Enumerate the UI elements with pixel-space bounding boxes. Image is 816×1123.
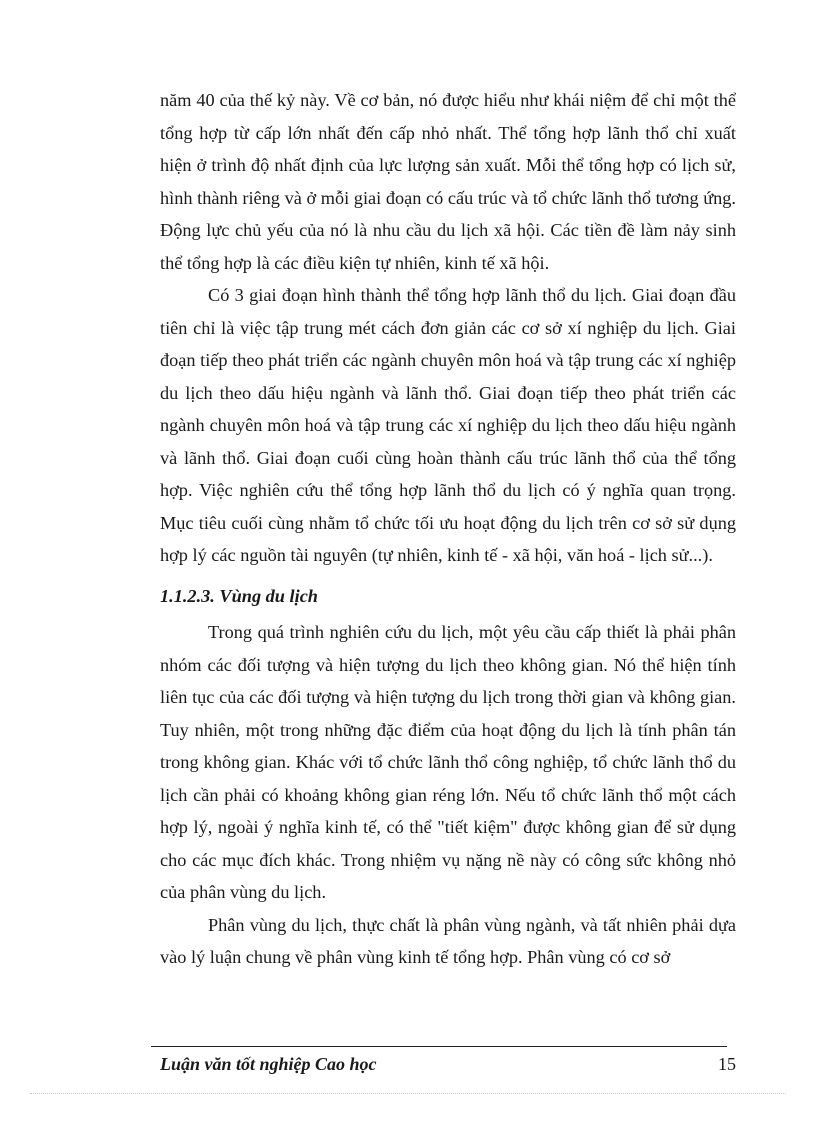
paragraph-research: Trong quá trình nghiên cứu du lịch, một yêu cầu cấp thiết là phải phân nhóm các đối tượng và hiện tượng du lịch theo không gian. Nó thể hiện tính liên tục của các đối tượng và hiện tượng du lịch trong thời gian và không gian. Tuy nhiên, một trong những đặc điểm của hoạt động du lịch là tính phân tán trong không gian. Khác với tổ chức lãnh thổ công nghiệp, tổ chức lãnh thổ du lịch cần phải có khoảng không gian réng lớn. Nếu tổ chức lãnh thổ một cách hợp lý, ngoài ý nghĩa kinh tế, có thể "tiết kiệm" được không gian để sử dụng cho các mục đích khác. Trong nhiệm vụ nặng nề này có công sức không nhỏ của phân vùng du lịch.	[160, 622, 736, 902]
footer-title: Luận văn tốt nghiệp Cao học	[160, 1054, 377, 1074]
paragraph-continuation: năm 40 của thế kỷ này. Về cơ bản, nó được hiểu như khái niệm để chỉ một thể tổng hợp từ cấp lớn nhất đến cấp nhỏ nhất. Thể tổng hợp lãnh thổ chỉ xuất hiện ở trình độ nhất định của lực lượng sản xuất. Mỗi thể tổng hợp có lịch sử, hình thành riêng và ở mỗi giai đoạn có cấu trúc và tổ chức lãnh thổ tương ứng. Động lực chủ yếu của nó là nhu cầu du lịch xã hội. Các tiền đề làm nảy sinh thể tổng hợp là các điều kiện tự nhiên, kinh tế xã hội.	[160, 90, 736, 273]
section-heading: 1.1.2.3. Vùng du lịch	[160, 585, 318, 606]
page-bottom-edge	[30, 1093, 786, 1094]
paragraph-zoning: Phân vùng du lịch, thực chất là phân vùng ngành, và tất nhiên phải dựa vào lý luận chung về phân vùng kinh tế tổng hợp. Phân vùng có cơ sở	[160, 914, 736, 967]
page-number: 15	[718, 1054, 736, 1074]
paragraph-stages: Có 3 giai đoạn hình thành thể tổng hợp lãnh thổ du lịch. Giai đoạn đầu tiên chỉ là việc tập trung mét cách đơn giản các cơ sở xí nghiệp du lịch. Giai đoạn tiếp theo phát triển các ngành chuyên môn hoá và tập trung các xí nghiệp du lịch theo dấu hiệu ngành và lãnh thổ. Giai đoạn tiếp theo phát triển các ngành chuyên môn hoá và tập trung các xí nghiệp du lịch theo dấu hiệu ngành và lãnh thổ. Giai đoạn cuối cùng hoàn thành cấu trúc lãnh thổ của thể tổng hợp. Việc nghiên cứu thể tổng hợp lãnh thổ du lịch có ý nghĩa quan trọng. Mục tiêu cuối cùng nhằm tổ chức tối ưu hoạt động du lịch trên cơ sở sử dụng hợp lý các nguồn tài nguyên (tự nhiên, kinh tế - xã hội, văn hoá - lịch sử...).	[160, 285, 736, 565]
body-text	[160, 84, 736, 974]
footer-divider	[151, 1046, 727, 1047]
